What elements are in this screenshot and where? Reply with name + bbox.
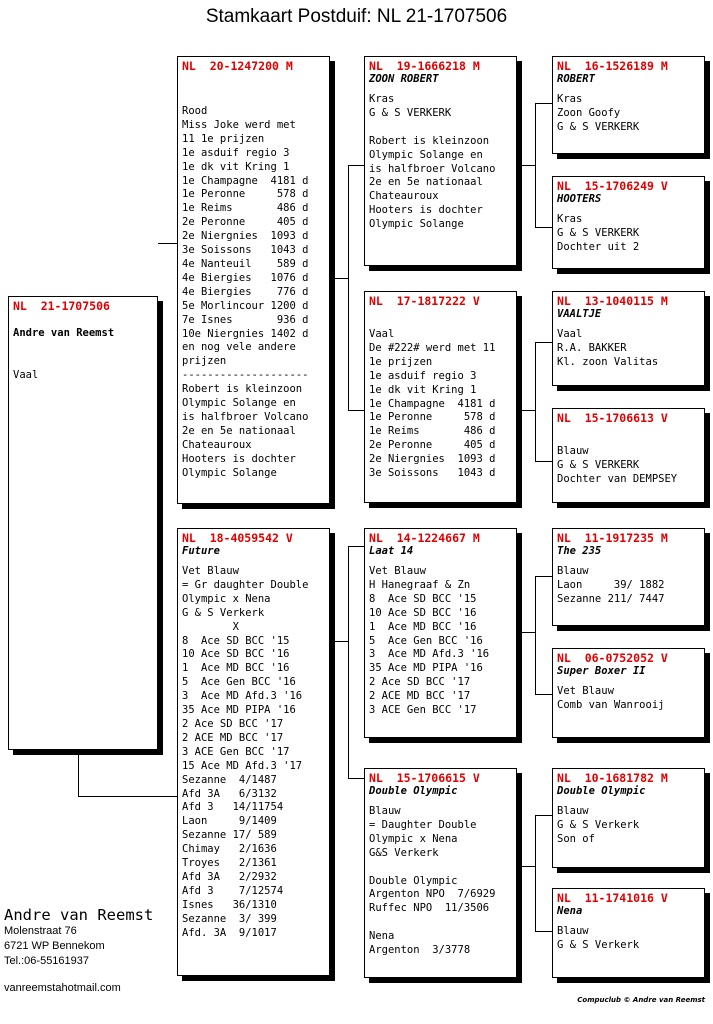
text-line: 2 ACE MD BCC '17 — [369, 690, 471, 703]
text-line: 7e Isnes 936 d — [182, 313, 309, 326]
pigeon-name: HOOTERS — [557, 193, 602, 205]
text-line — [369, 916, 513, 930]
text-line: 10 Ace SD BCC '16 — [369, 606, 477, 619]
card-father-father — [364, 56, 517, 266]
connector — [535, 815, 552, 816]
text-line: X — [182, 620, 239, 633]
text-line: Vet Blauw — [557, 685, 614, 697]
text-line: Zoon Goofy — [557, 106, 621, 119]
card-mmm — [552, 888, 705, 978]
text-line: 1e dk vit Kring 1 — [369, 383, 477, 396]
text-line: Kras — [557, 213, 583, 225]
owner-phone: Tel.:06-55161937 — [4, 955, 90, 967]
card-father-mother — [364, 291, 517, 503]
ring-number: NL 15-1706615 V — [369, 771, 480, 785]
text-line: is halfbroer Volcano — [369, 162, 496, 175]
card-text — [557, 565, 701, 607]
connector — [348, 410, 364, 411]
ring-number: NL 21-1707506 — [13, 299, 110, 313]
text-line: Robert is kleinzoon — [369, 134, 490, 147]
pigeon-name — [182, 73, 326, 87]
text-line: 2 Ace SD BCC '17 — [182, 717, 284, 730]
connector — [517, 165, 535, 166]
text-line: Olympic Solange en — [369, 148, 483, 161]
card-mother-father — [364, 528, 517, 738]
text-line: Dochter uit 2 — [557, 240, 640, 253]
ring-number: NL 06-0752052 V — [557, 651, 668, 665]
card-text — [557, 328, 701, 370]
card-text — [557, 685, 701, 713]
ring-number: NL 15-1706249 V — [557, 179, 668, 193]
connector — [517, 410, 535, 411]
connector — [535, 103, 552, 104]
text-line: Olympic Solange — [182, 466, 277, 479]
ring-number: NL 10-1681782 M — [557, 771, 668, 785]
owner-name: Andre van Reemst — [4, 906, 154, 924]
card-fmm — [552, 408, 705, 503]
text-line: Kras — [369, 93, 395, 105]
page-title: Stamkaart Postduif: NL 21-1707506 — [205, 6, 508, 27]
text-line: 2e Niergnies 1093 d — [369, 453, 496, 466]
pigeon-name: Double Olympic — [369, 785, 458, 797]
text-line: Kras — [557, 93, 583, 105]
text-line: 1e Champagne 4181 d — [369, 397, 496, 410]
text-line: G & S VERKERK — [557, 226, 640, 239]
text-line: 1e Reims 486 d — [182, 202, 309, 215]
ring-number: NL 15-1706613 V — [557, 411, 668, 425]
text-line: Laon 9/1409 — [182, 815, 277, 828]
connector — [78, 796, 177, 797]
text-line: 2e en 5e nationaal — [182, 424, 296, 437]
connector — [348, 546, 364, 547]
pigeon-name: Super Boxer II — [557, 665, 646, 677]
text-line: Chateauroux — [182, 438, 252, 451]
text-line: 1e dk vit Kring 1 — [182, 160, 290, 173]
text-line: Chimay 2/1636 — [182, 843, 277, 856]
text-line: Blauw — [557, 925, 589, 937]
text-line: = Daughter Double — [369, 818, 477, 831]
card-mff — [552, 528, 705, 626]
text-line: 4e Biergies 1076 d — [182, 271, 309, 284]
pigeon-name: ZOON ROBERT — [369, 73, 439, 85]
ring-number: NL 16-1526189 M — [557, 59, 668, 73]
text-line: R.A. BAKKER — [557, 341, 627, 354]
text-line: 5 Ace Gen BCC '16 — [369, 634, 483, 647]
text-line: 10e Niergnies 1402 d — [182, 327, 309, 340]
connector — [348, 778, 364, 779]
pigeon-name: The 235 — [557, 545, 602, 557]
text-line: 1e Reims 486 d — [369, 425, 496, 438]
text-line: Comb van Wanrooij — [557, 698, 665, 711]
text-line: 2 Ace SD BCC '17 — [369, 676, 471, 689]
text-line: Olympic Solange en — [182, 397, 296, 410]
text-line: 2e Niergnies 1093 d — [182, 230, 309, 243]
owner-email: vanreemstahotmail.com — [4, 982, 121, 994]
text-line: 3 Ace MD Afd.3 '16 — [182, 690, 303, 703]
text-line: Chateauroux — [369, 190, 439, 203]
card-text — [13, 341, 154, 411]
text-line: Vaal — [369, 328, 395, 340]
text-line: Olympic x Nena — [369, 832, 458, 845]
card-text — [557, 93, 701, 135]
text-line: 1 Ace MD BCC '16 — [369, 620, 477, 633]
text-line: en nog vele andere — [182, 341, 296, 354]
text-line: Olympic x Nena — [182, 592, 271, 605]
text-line: 1e asduif regio 3 — [369, 369, 477, 382]
owner-city: 6721 WP Bennekom — [4, 940, 105, 952]
text-line: Hooters is dochter — [182, 452, 296, 465]
text-line: Laon 39/ 1882 — [557, 578, 665, 591]
text-line: Vaal — [557, 328, 583, 340]
text-line: 2e Peronne 405 d — [369, 439, 496, 452]
pigeon-name — [369, 308, 513, 322]
text-line: Miss Joke werd met — [182, 118, 296, 131]
text-line: 3 Ace MD Afd.3 '16 — [369, 648, 490, 661]
connector — [348, 165, 364, 166]
text-line: Blauw — [369, 805, 401, 817]
text-line: Afd 3A 2/2932 — [182, 870, 277, 883]
ring-number: NL 11-1741016 V — [557, 891, 668, 905]
card-text — [182, 105, 326, 480]
ring-number: NL 20-1247200 M — [182, 59, 293, 73]
connector — [535, 694, 552, 695]
text-line: 1e Peronne 578 d — [369, 411, 496, 424]
connector — [330, 641, 348, 642]
text-line: 1e prijzen — [369, 355, 433, 368]
text-line: 4e Biergies 776 d — [182, 285, 309, 298]
text-line: Olympic Solange — [369, 218, 464, 231]
card-mother-mother — [364, 768, 517, 978]
text-line: 35 Ace MD PIPA '16 — [369, 662, 483, 675]
card-text — [369, 328, 513, 481]
text-line: Hooters is dochter — [369, 204, 483, 217]
text-line: 1 Ace MD BCC '16 — [182, 662, 290, 675]
connector — [535, 342, 552, 343]
connector — [78, 753, 79, 797]
text-line: G & S VERKERK — [369, 106, 452, 119]
card-ffm — [552, 176, 705, 269]
card-text — [182, 565, 326, 940]
text-line: 3 ACE Gen BCC '17 — [369, 704, 477, 717]
connector — [535, 342, 536, 462]
text-line: G & S VERKERK — [557, 120, 640, 133]
ring-number: NL 18-4059542 V — [182, 531, 293, 545]
footer-credit: Compuclub © Andre van Reemst — [577, 996, 705, 1004]
text-line: 11 1e prijzen — [182, 132, 265, 145]
text-line: De #222# werd met 11 — [369, 341, 496, 354]
text-line: G & S Verkerk — [182, 606, 265, 619]
card-mfm — [552, 648, 705, 738]
text-line: 15 Ace MD Afd.3 '17 — [182, 759, 303, 772]
connector — [535, 931, 552, 932]
text-line: = Gr daughter Double — [182, 578, 309, 591]
owner-block — [4, 906, 153, 969]
pigeon-name — [557, 425, 701, 439]
card-text — [369, 565, 513, 718]
card-fff — [552, 56, 705, 154]
text-line: Ruffec NPO 11/3506 — [369, 902, 490, 915]
connector — [158, 243, 178, 244]
text-line: 1e Champagne 4181 d — [182, 174, 309, 187]
text-line: Sezanne 211/ 7447 — [557, 592, 665, 605]
text-line: Robert is kleinzoon — [182, 383, 303, 396]
text-line: Afd 3 7/12574 — [182, 884, 284, 897]
card-text — [369, 805, 513, 958]
text-line: G & S Verkerk — [557, 938, 640, 951]
text-line: Sezanne 3/ 399 — [182, 912, 277, 925]
pigeon-name: Nena — [557, 905, 583, 917]
text-line: 1e asduif regio 3 — [182, 146, 290, 159]
connector — [330, 278, 348, 279]
connector — [535, 576, 536, 695]
text-line: G&S Verkerk — [369, 846, 439, 859]
connector — [348, 546, 349, 779]
text-line: Blauw — [557, 565, 589, 577]
connector — [517, 866, 535, 867]
text-line: 5e Morlincour 1200 d — [182, 299, 309, 312]
pigeon-name: Laat 14 — [369, 545, 414, 557]
text-line: Afd 3 14/11754 — [182, 801, 284, 814]
text-line: 3e Soissons 1043 d — [369, 467, 496, 480]
text-line: Argenton NPO 7/6929 — [369, 888, 496, 901]
text-line: Sezanne 4/1487 — [182, 773, 277, 786]
connector — [348, 165, 349, 411]
ring-number: NL 11-1917235 M — [557, 531, 668, 545]
text-line: Troyes 2/1361 — [182, 857, 277, 870]
text-line: 8 Ace SD BCC '15 — [369, 592, 477, 605]
owner-street: Molenstraat 76 — [4, 925, 77, 937]
card-text — [557, 445, 701, 487]
text-line: 5 Ace Gen BCC '16 — [182, 676, 296, 689]
pigeon-name: Double Olympic — [557, 785, 646, 797]
ring-number: NL 19-1666218 M — [369, 59, 480, 73]
connector — [535, 815, 536, 932]
connector — [535, 576, 552, 577]
card-subject — [8, 296, 158, 750]
text-line: Nena — [369, 930, 395, 943]
card-text — [557, 805, 701, 847]
pigeon-name: Future — [182, 545, 220, 557]
text-line: 2e Peronne 405 d — [182, 216, 309, 229]
text-line: prijzen — [182, 355, 227, 368]
text-line: Vet Blauw — [369, 565, 426, 577]
text-line: G & S VERKERK — [557, 458, 640, 471]
text-line: Vaal — [13, 368, 39, 381]
text-line: 8 Ace SD BCC '15 — [182, 634, 290, 647]
text-line: Vet Blauw — [182, 565, 239, 577]
card-fmf — [552, 291, 705, 386]
ring-number: NL 17-1817222 V — [369, 294, 480, 308]
connector — [535, 227, 552, 228]
text-line: 3 ACE Gen BCC '17 — [182, 745, 290, 758]
text-line: is halfbroer Volcano — [182, 410, 309, 423]
text-line — [369, 861, 513, 875]
ring-number: NL 13-1040115 M — [557, 294, 668, 308]
text-line: -------------------- — [182, 369, 309, 382]
connector — [535, 461, 552, 462]
pigeon-name: ROBERT — [557, 73, 595, 85]
card-mother — [177, 528, 330, 976]
text-line: H Hanegraaf & Zn — [369, 578, 471, 591]
text-line — [369, 121, 513, 135]
pigeon-name: VAALTJE — [557, 308, 602, 320]
card-mmf — [552, 768, 705, 868]
text-line: Son of — [557, 832, 595, 845]
text-line: 2 ACE MD BCC '17 — [182, 731, 284, 744]
card-text — [369, 93, 513, 232]
text-line: Kl. zoon Valitas — [557, 355, 659, 368]
text-line: Blauw — [557, 805, 589, 817]
card-father — [177, 56, 330, 504]
text-line: 1e Peronne 578 d — [182, 188, 309, 201]
text-line: Sezanne 17/ 589 — [182, 829, 277, 842]
text-line: 3e Soissons 1043 d — [182, 244, 309, 257]
card-text — [557, 213, 701, 255]
text-line: 4e Nanteuil 589 d — [182, 257, 309, 270]
connector — [517, 632, 535, 633]
text-line: Afd. 3A 9/1017 — [182, 926, 277, 939]
text-line: Isnes 36/1310 — [182, 898, 277, 911]
connector — [535, 103, 536, 228]
ring-number: NL 14-1224667 M — [369, 531, 480, 545]
text-line: G & S Verkerk — [557, 818, 640, 831]
card-text — [557, 925, 701, 953]
text-line: Dochter van DEMPSEY — [557, 472, 678, 485]
text-line: Rood — [182, 105, 208, 117]
text-line: Afd 3A 6/3132 — [182, 787, 277, 800]
text-line: 2e en 5e nationaal — [369, 176, 483, 189]
text-line: Blauw — [557, 445, 589, 457]
text-line: 35 Ace MD PIPA '16 — [182, 704, 296, 717]
text-line: 10 Ace SD BCC '16 — [182, 648, 290, 661]
pigeon-name: Andre van Reemst — [13, 327, 115, 339]
text-line: Argenton 3/3778 — [369, 944, 471, 957]
text-line: Double Olympic — [369, 874, 458, 887]
